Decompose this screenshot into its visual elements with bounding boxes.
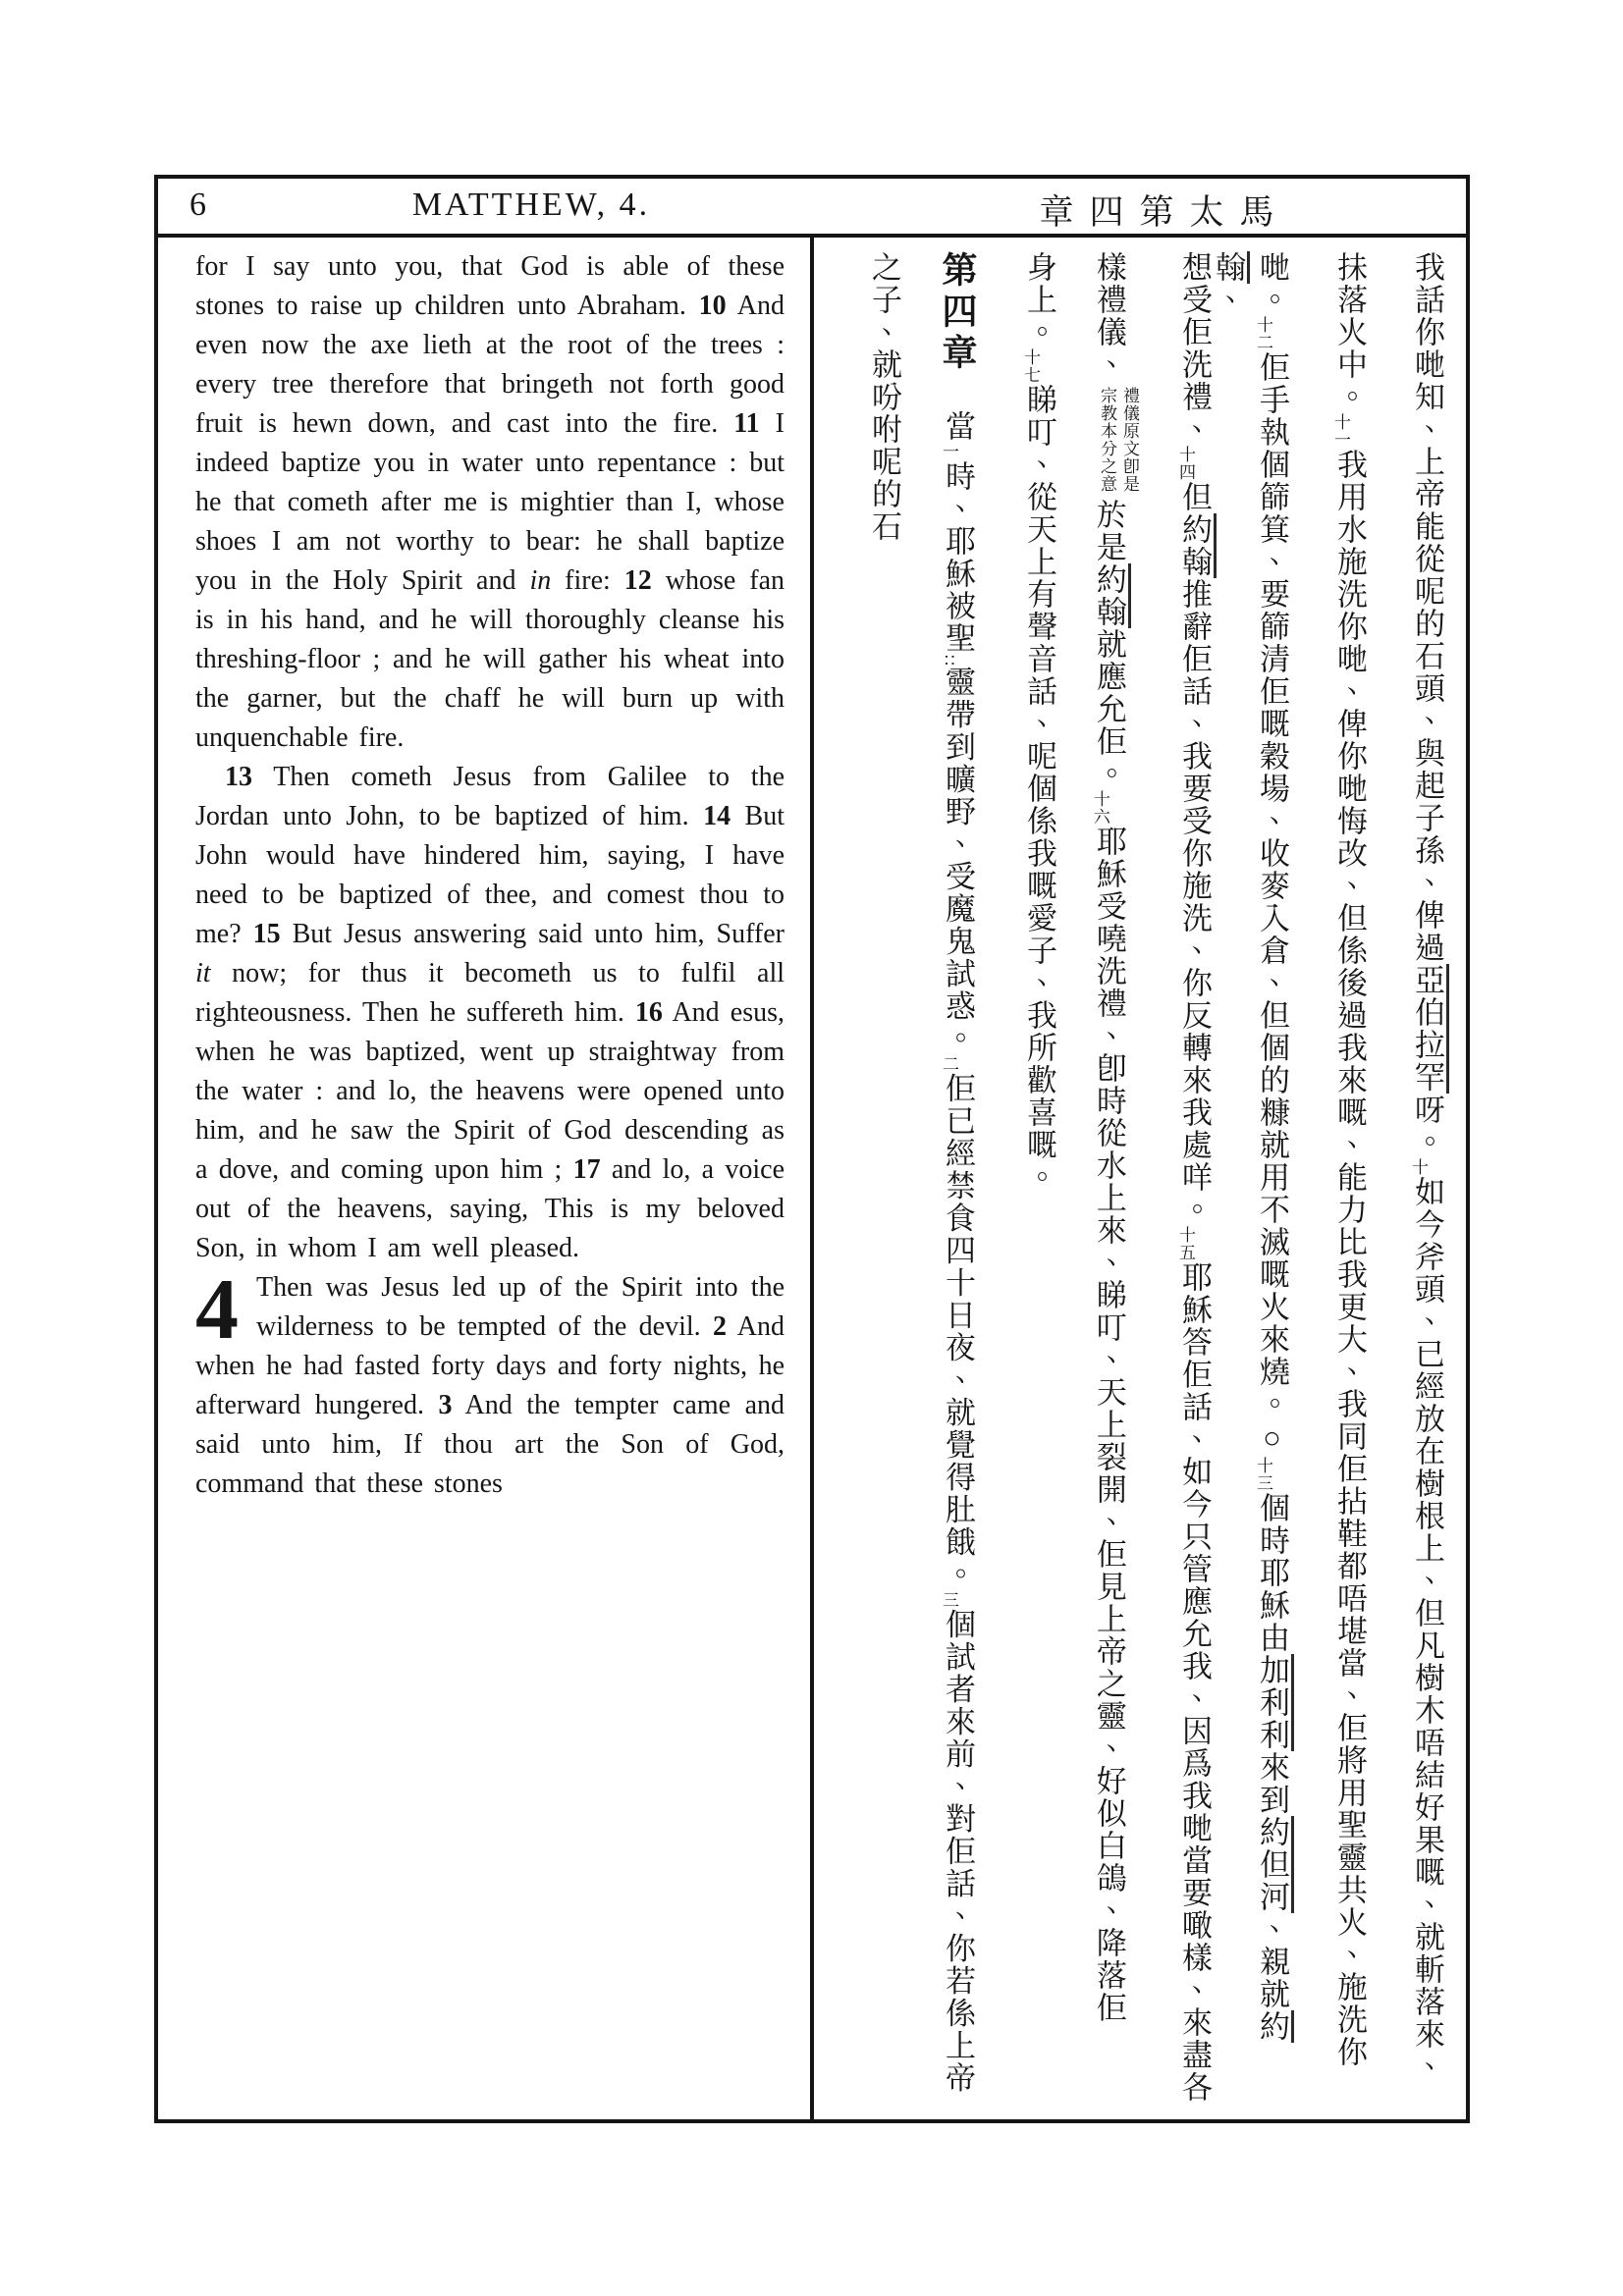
chinese-column: 抺落火中。十一我用水施洗你哋、俾你哋悔改、但係後過我來嘅、能力比我更大、我同佢拈鞋都唔堪當、佢將用聖靈共火、施洗你 (1331, 251, 1367, 2068)
verse-number: 17 (572, 1154, 601, 1185)
paragraph: 4 Then was Jesus led up of the Spirit into the wilderness to be tempted of the devil. 2 And when he had fasted forty days and forty nights, he afterward hungered. 3 And the tempter came and said unto him, If thou art the Son of God, command that these stones (195, 1262, 785, 1499)
italic-word: in (529, 565, 552, 596)
proper-name-marked: 亞伯拉罕 (1410, 964, 1449, 1094)
verse-number-marker: 十七 (1021, 348, 1040, 384)
header-title-english: MATTHEW, 4. (411, 187, 651, 223)
english-text-column (158, 234, 810, 2119)
paragraph: for I say unto you, that God is able of these stones to raise up children unto Abraham. 10 And even now the axe lieth at the root of the trees : every tree therefore that bringeth not forth good fruit is hewn down, and cast into the fire. 11 I indeed baptize you in water unto repentance : but he that cometh after me is mightier than I, whose shoes I am not worthy to bear: he shall baptize you in the Holy Spirit and in fire: 12 whose fan is in his hand, and he will thoroughly cleanse his threshing-floor ; and he will gather his wheat into the garner, but the chaff he will burn up with unquenchable fire. (195, 251, 785, 753)
verse-number: 13 (225, 762, 252, 792)
verse-number-marker: 十五 (1176, 1226, 1195, 1261)
verse-number-marker: 十四 (1176, 446, 1195, 481)
chapter-gap (956, 375, 958, 410)
verse-number-marker: 十三 (1254, 1457, 1272, 1492)
chinese-column: 想受佢洗禮、十四但約翰推辭佢話、我要受你施洗、你反轉來我處咩。十五耶穌答佢話、如今只管應允我、因爲我哋當要噉樣、來盡各 (1170, 251, 1216, 2106)
chinese-column: 樣禮儀、 禮儀原文卽是 宗教本分之意 於是約翰就應允佢。十六耶穌受嘵洗禮、卽時從水上來、睇叮、天上裂開、佢見上帝之靈、好似白鴿、降落佢 (1090, 251, 1139, 2024)
verse-number-marker: 十六 (1090, 790, 1109, 826)
chapter-heading: 第四章 (938, 251, 977, 375)
verse-number: 11 (733, 408, 760, 439)
verse-number: 15 (252, 919, 281, 949)
chinese-column: 之子、就吩咐呢的石 (867, 251, 901, 543)
chapter-number-dropcap: 4 (195, 1262, 239, 1358)
verse-number-marker: 十二 (1254, 316, 1272, 351)
verse-number: 3 (438, 1390, 453, 1420)
verse-number: 2 (712, 1311, 727, 1342)
page-content (158, 234, 1466, 2119)
page-number: 6 (189, 187, 206, 223)
proper-name-marked: 加利利 (1255, 1654, 1294, 1751)
paragraph: 13 Then cometh Jesus from Galilee to the Jordan unto John, to be baptized of him. 14 But John would have hindered him, saying, I have need to be baptized of thee, and comest thou to me? 15 But Jesus answering said unto him, Suffer it now; for thus it becometh us to fulfil all righteousness. Then he suffereth him. 16 And esus, when he was baptized, went up straightway from the water : and lo, the heavens were opened unto him, and he saw the Spirit of God descending as a dove, and coming upon him ; 17 and lo, a voice out of the heavens, saying, This is my beloved Son, in whom I am well pleased. (195, 762, 784, 1263)
chinese-text-column (814, 234, 1466, 2119)
proper-name-marked: 約翰 (1092, 563, 1131, 628)
verse-number: 12 (623, 565, 652, 596)
header-title-chinese: 章四第太馬 (1039, 193, 1290, 232)
verse-number-marker: 十一 (1331, 413, 1350, 449)
chinese-column: 哋。十二佢手執個篩箕、要篩清佢嘅穀場、收麥入倉、但個的糠就用不滅嘅火來燒。○十三個時耶穌由加利利來到約但河、親就約翰、 (1248, 251, 1293, 2106)
chinese-column: 身上。十七睇叮、從天上有聲音話、呢個係我嘅愛子、我所歡喜嘅。 (1021, 251, 1056, 1194)
verse-number-marker: 十 (1409, 1158, 1428, 1176)
chinese-column: 第四章當一時、耶穌被聖∷靈帶到曠野、受魔鬼試惑。二佢已經禁食四十日夜、就覺得肚餓。三個試者來前、對佢話、你若係上帝 (938, 251, 977, 2095)
page-header (158, 179, 1466, 238)
verse-number-marker: 二 (940, 1054, 958, 1073)
italic-word: it (195, 958, 211, 988)
verse-number-marker: ∷ (940, 655, 958, 667)
proper-name-marked: 約翰 (1211, 251, 1294, 2043)
page-frame (154, 175, 1470, 2123)
verse-number: 10 (698, 291, 727, 321)
verse-number-marker: 一 (940, 443, 958, 460)
verse-number-marker: 三 (940, 1590, 958, 1609)
chinese-column: 我話你哋知、上帝能從呢的石頭、與起子孫、俾過亞伯拉罕呀。十如今斧頭、已經放在樹根上、但凡樹木唔結好果嘅、就斬落來、 (1403, 251, 1448, 2106)
proper-name-marked: 約翰 (1177, 513, 1217, 578)
verse-number: 14 (703, 801, 731, 831)
inline-annotation: 禮儀原文卽是 宗教本分之意 (1098, 387, 1139, 493)
proper-name-marked: 約但河 (1255, 1816, 1294, 1913)
verse-number: 16 (634, 997, 663, 1028)
